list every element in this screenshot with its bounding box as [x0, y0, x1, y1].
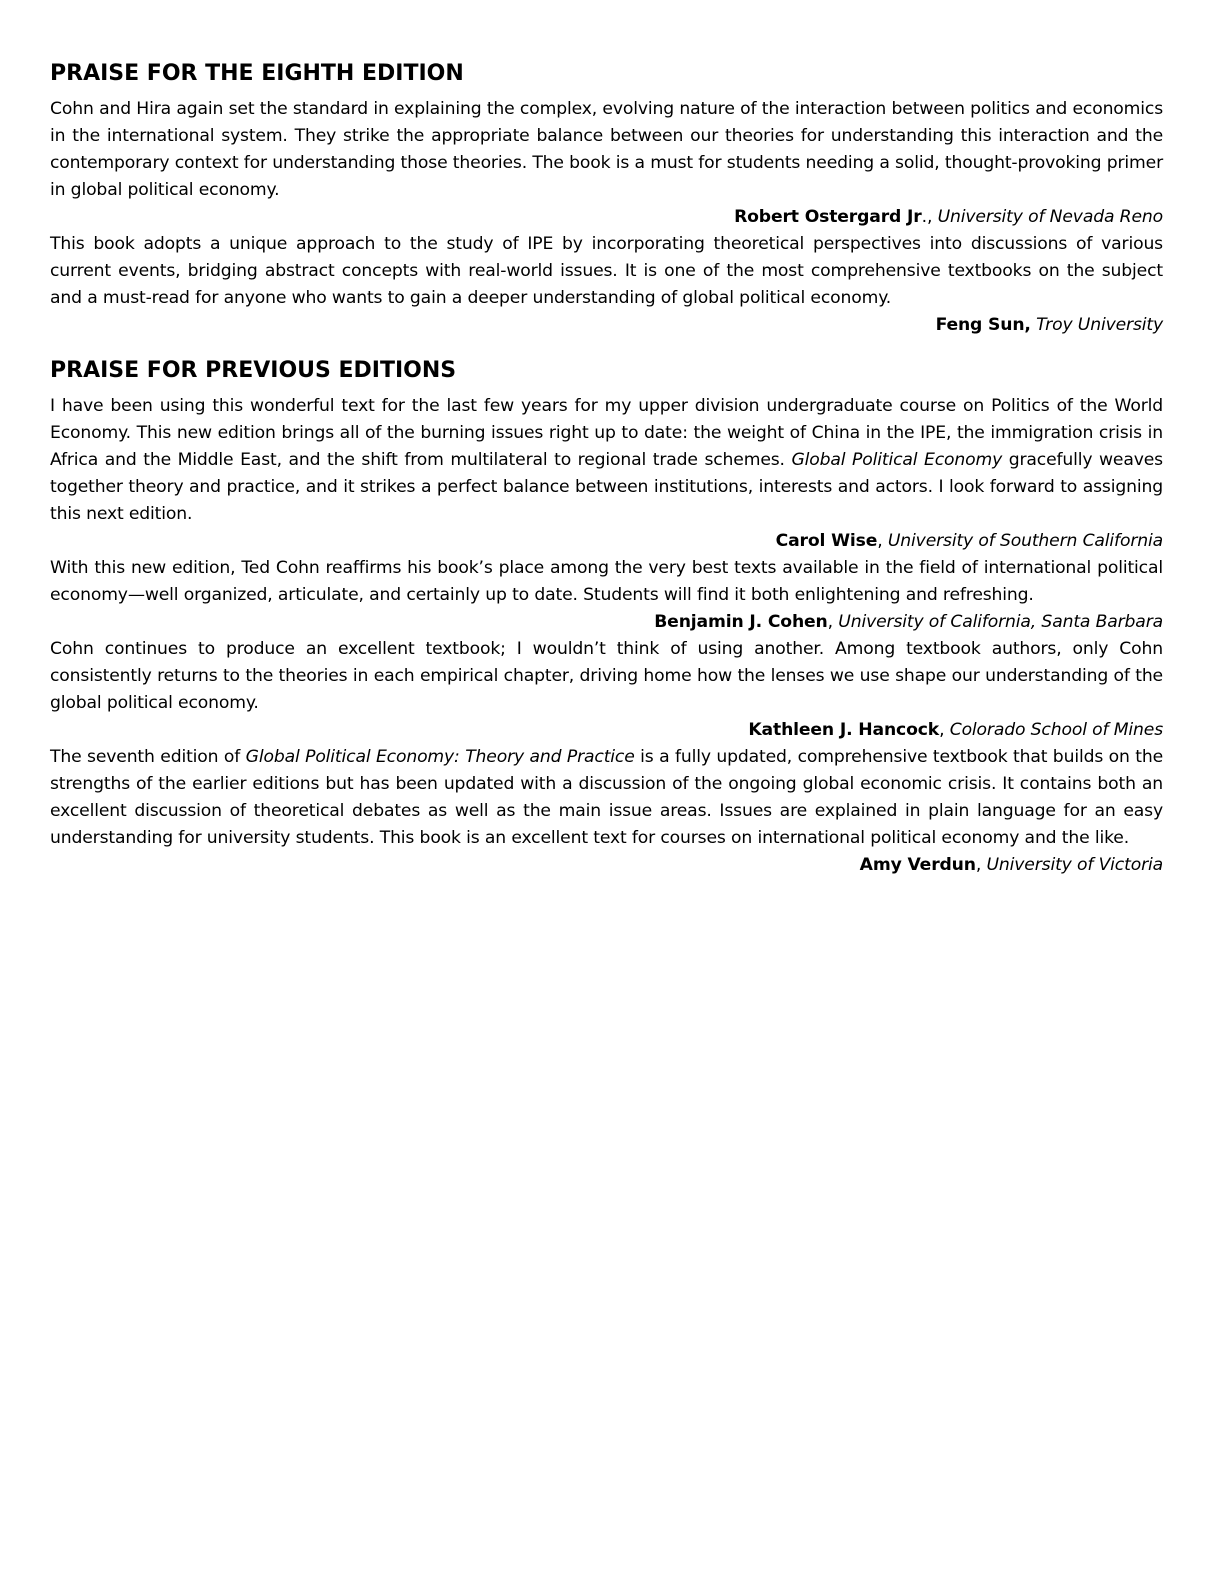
quote-text — [50, 636, 1163, 717]
quote-block — [50, 555, 1163, 636]
reviewer-name: Benjamin J. Cohen — [654, 612, 828, 632]
section-heading: PRAISE FOR PREVIOUS EDITIONS — [50, 358, 457, 383]
quote-text-part: The seventh edition of — [50, 747, 246, 767]
book-title: Global Political Economy: Theory and Practice — [245, 747, 635, 767]
reviewer-name: Robert Ostergard Jr — [734, 207, 922, 227]
reviewer-name: Feng Sun, — [935, 315, 1031, 335]
quote-block — [50, 744, 1163, 879]
reviewer-affiliation: Troy University — [1036, 315, 1163, 335]
quote-text — [50, 555, 1163, 609]
praise-page — [50, 58, 1163, 879]
quote-block — [50, 96, 1163, 231]
quote-text — [50, 231, 1163, 312]
section-eighth-edition — [50, 58, 1163, 339]
book-title: Global Political Economy — [791, 450, 1003, 470]
quote-text-part: I have been using this wonderful text for the last few years for my upper division undergraduate course on Politics of the World Economy. This new edition brings all of the burning issues right up to date: the weight of China in the IPE, the immigration crisis in Africa and the Middle East, and the shift from multilateral to regional trade schemes. — [50, 396, 1163, 470]
quote-block — [50, 231, 1163, 339]
quote-text-part: is a fully updated, comprehensive textbook that builds on the strengths of the earlier editions but has been updated with a discussion of the ongoing global economic crisis. It contains both an excellent discussion of theoretical debates as well as the main issue areas. Issues are explained in plain language for an easy understanding for university students. This book is an excellent text for courses on international political economy and the like. — [50, 747, 1163, 848]
quote-text-part: Cohn continues to produce an excellent textbook; I wouldn’t think of using another. Among textbook authors, only Cohn consistently returns to the theories in each empirical chapter, driving home how the lenses we use shape our understanding of the global political economy. — [50, 639, 1163, 713]
reviewer-affiliation: Colorado School of Mines — [949, 720, 1163, 740]
reviewer-name: Carol Wise — [775, 531, 878, 551]
quote-text-part: Cohn and Hira again set the standard in explaining the complex, evolving nature of the interaction between politics and economics in the international system. They strike the appropriate balance between our theories for understanding this interaction and the contemporary context for understanding those theories. The book is a must for students needing a solid, thought-provoking primer in global political economy. — [50, 99, 1163, 200]
reviewer-affiliation: University of California, Santa Barbara — [838, 612, 1163, 632]
reviewer-name: Amy Verdun — [859, 855, 976, 875]
quote-text — [50, 744, 1163, 852]
attribution — [50, 717, 1163, 744]
section-previous-editions — [50, 355, 1163, 879]
reviewer-affiliation: University of Nevada Reno — [937, 207, 1163, 227]
attribution — [50, 852, 1163, 879]
quote-text — [50, 96, 1163, 204]
attribution-separator: , — [827, 612, 839, 632]
reviewer-name: Kathleen J. Hancock — [748, 720, 940, 740]
attribution — [50, 312, 1163, 339]
quote-text — [50, 393, 1163, 528]
attribution — [50, 528, 1163, 555]
attribution-separator: , — [975, 855, 987, 875]
quote-text-part: gracefully weaves together theory and practice, and it strikes a perfect balance between institutions, interests and actors. I look forward to assigning this next edition. — [50, 450, 1163, 524]
attribution — [50, 204, 1163, 231]
attribution-separator: ., — [921, 207, 938, 227]
reviewer-affiliation: University of Victoria — [986, 855, 1163, 875]
attribution-separator: , — [939, 720, 950, 740]
quote-block — [50, 636, 1163, 744]
quote-text-part: With this new edition, Ted Cohn reaffirms his book’s place among the very best texts available in the field of international political economy—well organized, articulate, and certainly up to date. Students will find it both enlightening and refreshing. — [50, 558, 1163, 605]
quote-text-part: This book adopts a unique approach to the study of IPE by incorporating theoretical perspectives into discussions of various current events, bridging abstract concepts with real-world issues. It is one of the most comprehensive textbooks on the subject and a must-read for anyone who wants to gain a deeper understanding of global political economy. — [50, 234, 1163, 308]
attribution-separator: , — [877, 531, 888, 551]
reviewer-affiliation: University of Southern California — [887, 531, 1163, 551]
section-heading: PRAISE FOR THE EIGHTH EDITION — [50, 61, 464, 86]
quote-block — [50, 393, 1163, 555]
attribution — [50, 609, 1163, 636]
